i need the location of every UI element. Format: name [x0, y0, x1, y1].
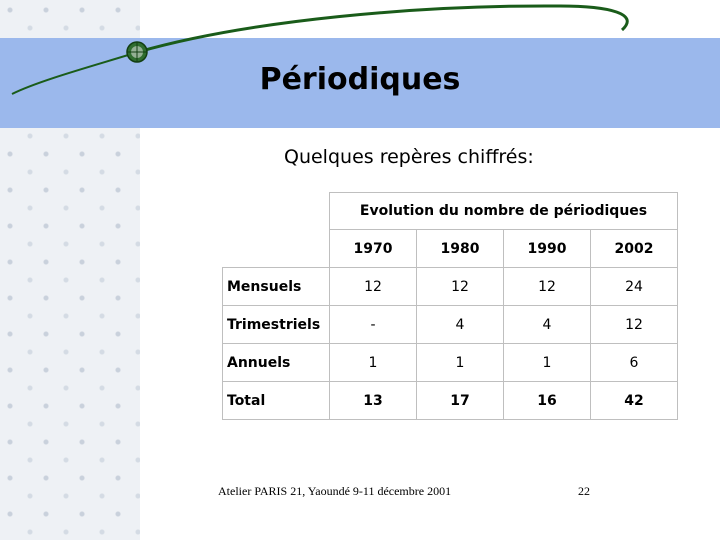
- row-label: Trimestriels: [223, 306, 330, 344]
- year-header: 1970: [330, 230, 417, 268]
- slide-title: Périodiques: [259, 62, 461, 97]
- table-caption: Evolution du nombre de périodiques: [330, 193, 678, 230]
- row-label: Total: [223, 382, 330, 420]
- table-cell: 1: [330, 344, 417, 382]
- table-row: [223, 306, 678, 344]
- table-cell: 24: [591, 268, 678, 306]
- row-label: Mensuels: [223, 268, 330, 306]
- table-cell: 12: [417, 268, 504, 306]
- row-label: Annuels: [223, 344, 330, 382]
- page-number: 22: [578, 484, 590, 498]
- table-cell: 4: [504, 306, 591, 344]
- table-cell: 12: [504, 268, 591, 306]
- table-header-row: [223, 230, 678, 268]
- year-header: 1980: [417, 230, 504, 268]
- globe-icon: [127, 42, 147, 62]
- table-cell: -: [330, 306, 417, 344]
- table-row: [223, 344, 678, 382]
- slide-footer: Atelier PARIS 21, Yaoundé 9-11 décembre 2001: [218, 484, 452, 498]
- table-cell: 13: [330, 382, 417, 420]
- table-cell: 12: [591, 306, 678, 344]
- table-cell: 16: [504, 382, 591, 420]
- table-cell: 42: [591, 382, 678, 420]
- year-header: 1990: [504, 230, 591, 268]
- table-total-row: [223, 382, 678, 420]
- table-row: [223, 268, 678, 306]
- slide-subtitle: Quelques repères chiffrés:: [284, 146, 534, 168]
- table-cell: 1: [417, 344, 504, 382]
- year-header: 2002: [591, 230, 678, 268]
- table-cell: 1: [504, 344, 591, 382]
- table-cell: 17: [417, 382, 504, 420]
- table-cell: 4: [417, 306, 504, 344]
- table-caption-row: [223, 193, 678, 230]
- table-cell: 12: [330, 268, 417, 306]
- periodicals-table: [222, 192, 678, 420]
- table-cell: 6: [591, 344, 678, 382]
